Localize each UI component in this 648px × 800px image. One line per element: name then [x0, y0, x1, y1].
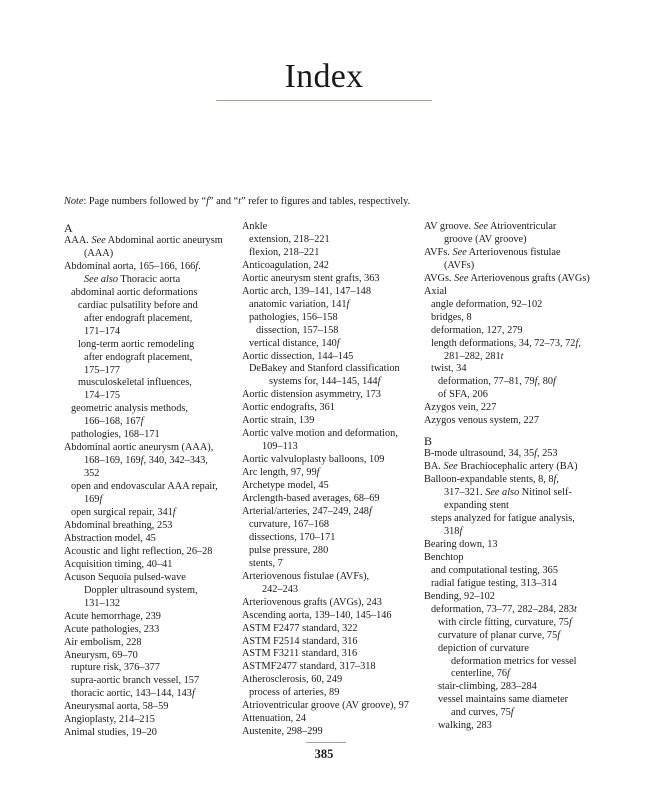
entry-text: supra-aortic branch vessel, 157	[71, 675, 200, 687]
entry-text: Balloon-expandable stents, 8, 8	[424, 474, 554, 486]
entry-text: f	[140, 455, 144, 467]
entry-text: f	[557, 629, 561, 641]
entry-text: curvature of planar curve, 75	[438, 629, 558, 641]
index-subentry	[242, 687, 414, 700]
entry-text: Azygos venous system, 227	[424, 415, 539, 427]
entry-text: stair-climbing, 283–284	[438, 681, 537, 693]
index-subentry	[424, 312, 594, 325]
index-subentry	[424, 299, 594, 312]
index-entry	[424, 286, 594, 299]
index-subentry	[242, 312, 414, 325]
entry-text: Aortic valvuloplasty balloons, 109	[242, 454, 385, 466]
entry-text: and curves, 75	[451, 707, 511, 719]
index-subentry	[242, 325, 414, 338]
index-subentry	[242, 338, 414, 351]
entry-text: ASTM F2514 standard, 316	[242, 635, 358, 647]
index-entry	[242, 713, 414, 726]
entry-text: deformation metrics for vessel	[451, 655, 577, 667]
entry-text: open surgical repair, 341	[71, 507, 173, 519]
entry-text: See	[454, 272, 469, 284]
entry-text: f	[568, 616, 572, 628]
index-subentry	[64, 507, 234, 520]
entry-text: angle deformation, 92–102	[431, 298, 543, 310]
index-entry	[424, 591, 594, 604]
entry-text: See	[473, 221, 488, 232]
index-subentry	[424, 694, 594, 707]
index-entry	[242, 623, 414, 636]
entry-text: 109–113	[262, 441, 298, 453]
entry-text: rupture risk, 376–377	[71, 662, 160, 674]
entry-text: f	[377, 376, 381, 388]
entry-text: AV groove.	[424, 221, 474, 232]
entry-text: See	[452, 246, 467, 258]
index-subentry	[242, 234, 414, 247]
index-entry	[242, 454, 414, 467]
index-entry	[64, 572, 234, 585]
index-subentry	[64, 352, 234, 365]
index-subentry	[424, 604, 594, 617]
index-column-2	[242, 221, 414, 739]
entry-text: deformation, 127, 279	[431, 324, 523, 336]
index-entry	[64, 624, 234, 637]
index-subentry	[424, 630, 594, 643]
entry-text: f	[575, 337, 579, 349]
entry-text: f	[99, 494, 103, 506]
entry-text: depiction of curvature	[438, 642, 529, 654]
index-subentry	[424, 565, 594, 578]
entry-text: Aortic strain, 139	[242, 415, 315, 427]
entry-text: f	[140, 416, 144, 428]
index-subentry	[424, 513, 594, 526]
entry-text: thoracic aortic, 143–144, 143	[71, 688, 192, 700]
entry-text: 171–174	[84, 325, 121, 337]
entry-text: f	[459, 525, 463, 537]
entry-text: f	[368, 505, 372, 517]
entry-text: dissections, 170–171	[249, 531, 336, 543]
entry-text: 166–168, 167	[84, 416, 141, 428]
index-entry	[64, 650, 234, 663]
entry-text: of SFA, 206	[438, 389, 488, 401]
index-entry	[424, 247, 594, 260]
entry-text: twist, 34	[431, 363, 467, 375]
index-subentry	[424, 681, 594, 694]
entry-text: Abdominal aortic aneurysm	[105, 235, 223, 246]
index-subentry	[424, 351, 594, 364]
index-subentry	[64, 274, 234, 287]
index-subentry	[64, 598, 234, 611]
index-entry	[64, 520, 234, 533]
entry-text: Arteriovenous fistulae (AVFs),	[242, 570, 370, 582]
index-entry	[64, 714, 234, 727]
entry-text: Thoracic aorta	[118, 273, 181, 285]
entry-text: 168–169, 169	[84, 455, 141, 467]
entry-text: curvature, 167–168	[249, 518, 330, 530]
title-divider	[216, 100, 432, 101]
entry-text: Doppler ultrasound system,	[84, 584, 198, 596]
index-subentry	[242, 441, 414, 454]
entry-text: 131–132	[84, 597, 121, 609]
index-subentry	[424, 526, 594, 539]
index-entry	[242, 636, 414, 649]
entry-text: Aortic aneurysm stent grafts, 363	[242, 272, 380, 284]
entry-text: , 80	[537, 376, 553, 388]
entry-text: See also	[485, 487, 520, 499]
entry-text: : Page numbers followed by “	[83, 196, 207, 207]
entry-text: systems for, 144–145, 144	[269, 376, 378, 388]
entry-text: Aortic arch, 139–141, 147–148	[242, 285, 371, 297]
entry-text: Bearing down, 13	[424, 538, 498, 550]
index-entry	[242, 389, 414, 402]
entry-text: Note	[64, 196, 84, 207]
entry-text: ASTMF2477 standard, 317–318	[242, 661, 376, 673]
index-entry	[64, 637, 234, 650]
entry-text: after endograft placement,	[84, 312, 193, 324]
index-subentry	[64, 365, 234, 378]
entry-text: Arterial/arteries, 247–249, 248	[242, 505, 369, 517]
index-entry	[424, 273, 594, 286]
index-entry	[242, 700, 414, 713]
index-subentry	[242, 376, 414, 389]
index-entry	[242, 597, 414, 610]
entry-text: vertical distance, 140	[249, 337, 337, 349]
index-subentry	[64, 429, 234, 442]
index-entry	[64, 533, 234, 546]
index-entry	[242, 428, 414, 441]
index-entry	[242, 467, 414, 480]
index-subentry	[424, 668, 594, 681]
entry-text: t	[238, 196, 242, 207]
index-entry	[424, 448, 594, 461]
entry-text: 175–177	[84, 364, 121, 376]
index-subentry	[424, 389, 594, 402]
index-subentry	[242, 519, 414, 532]
index-subentry	[424, 234, 594, 247]
index-subentry	[64, 455, 234, 468]
entry-text: ” and “	[209, 196, 239, 207]
index-subentry	[424, 720, 594, 733]
entry-text: expanding stent	[444, 500, 509, 512]
entry-text: 352	[84, 468, 100, 480]
entry-text: Archetype model, 45	[242, 480, 329, 492]
index-subentry	[64, 403, 234, 416]
index-subentry	[64, 662, 234, 675]
entry-text: Austenite, 298–299	[242, 726, 323, 738]
index-subentry	[242, 558, 414, 571]
page-number: 385	[314, 747, 334, 761]
entry-text: ,	[556, 474, 559, 486]
entry-text: long-term aortic remodeling	[78, 338, 195, 350]
index-subentry	[424, 578, 594, 591]
entry-text: 318	[444, 525, 460, 537]
entry-text: bridges, 8	[431, 311, 472, 323]
index-subentry	[64, 416, 234, 429]
index-entry	[64, 546, 234, 559]
entry-text: f	[172, 507, 176, 519]
index-subentry	[242, 363, 414, 376]
entry-text: ASTM F2477 standard, 322	[242, 622, 358, 634]
index-entry	[242, 221, 414, 234]
entry-text: ,	[578, 337, 581, 349]
entry-text: Abdominal aorta, 165–166, 166	[64, 260, 196, 272]
entry-text: f	[507, 668, 510, 680]
entry-text: Aortic dissection, 144–145	[242, 350, 354, 362]
entry-text: Atrioventricular	[487, 221, 557, 232]
entry-text: cardiac pulsatility before and	[78, 299, 198, 311]
index-entry	[64, 559, 234, 572]
index-entry	[64, 235, 234, 248]
index-subentry	[64, 326, 234, 339]
index-entry	[64, 701, 234, 714]
entry-text: Ankle	[242, 221, 268, 232]
index-entry	[424, 461, 594, 474]
entry-text: process of arteries, 89	[249, 687, 340, 699]
entry-text: after endograft placement,	[84, 351, 193, 363]
index-entry	[242, 610, 414, 623]
index-subentry	[424, 707, 594, 720]
index-subentry	[64, 390, 234, 403]
entry-text: f	[206, 196, 210, 207]
entry-text: Abdominal breathing, 253	[64, 519, 173, 531]
entry-text: Acute hemorrhage, 239	[64, 610, 161, 622]
entry-text: (AVFs)	[444, 259, 475, 271]
entry-text: Acuson Sequoia pulsed-wave	[64, 571, 186, 583]
entry-text: centerline, 76	[451, 668, 508, 680]
entry-text: Arc length, 97, 99	[242, 467, 317, 479]
index-entry	[242, 351, 414, 364]
index-entry	[242, 415, 414, 428]
entry-text: See	[443, 461, 458, 473]
entry-text: Air embolism, 228	[64, 636, 142, 648]
entry-text: Arteriovenous grafts (AVGs), 243	[242, 596, 382, 608]
entry-text: Aortic distension asymmetry, 173	[242, 389, 381, 401]
entry-text: geometric analysis methods,	[71, 403, 188, 415]
index-subentry	[424, 338, 594, 351]
index-entry	[424, 221, 594, 234]
entry-text: BA.	[424, 461, 444, 473]
index-entry	[424, 552, 594, 565]
entry-text: Benchtop	[424, 551, 464, 563]
entry-text: pathologies, 168–171	[71, 429, 160, 441]
entry-text: f	[336, 337, 340, 349]
entry-text: Aneurysm, 69–70	[64, 649, 138, 661]
index-subentry	[64, 339, 234, 352]
entry-text: deformation, 77–81, 79	[438, 376, 535, 388]
entry-text: with circle fitting, curvature, 75	[438, 616, 569, 628]
entry-text: dissection, 157–158	[256, 324, 339, 336]
index-entry	[424, 474, 594, 487]
index-subentry	[424, 617, 594, 630]
entry-text: 242–243	[262, 583, 299, 595]
entry-text: radial fatigue testing, 313–314	[431, 577, 557, 589]
index-subentry	[64, 377, 234, 390]
index-entry	[242, 260, 414, 273]
entry-text: t	[574, 603, 577, 615]
index-subentry	[424, 643, 594, 656]
entry-text: musculoskeletal influences,	[78, 377, 192, 389]
entry-text: extension, 218–221	[249, 233, 330, 245]
index-subentry	[64, 481, 234, 494]
index-subentry	[242, 545, 414, 558]
entry-text: f	[510, 707, 514, 719]
entry-text: AAA.	[64, 235, 92, 246]
entry-text: anatomic variation, 141	[249, 298, 347, 310]
entry-text: .	[198, 260, 201, 272]
entry-text: f	[534, 448, 537, 460]
entry-text: walking, 283	[438, 720, 492, 732]
entry-text: abdominal aortic deformations	[71, 286, 198, 298]
entry-text: Arteriovenous fistulae	[466, 246, 561, 258]
entry-text: AVFs.	[424, 246, 453, 258]
entry-text: (AAA)	[84, 247, 114, 259]
entry-text: Abdominal aortic aneurysm (AAA),	[64, 442, 214, 454]
entry-text: Aneurysmal aorta, 58–59	[64, 701, 169, 713]
entry-text: t	[500, 350, 504, 362]
entry-text: 281–282, 281	[444, 350, 501, 362]
entry-text: length deformations, 34, 72–73, 72	[431, 337, 576, 349]
entry-text: B-mode ultrasound, 34, 35	[424, 448, 535, 460]
index-subentry	[64, 688, 234, 701]
index-subentry	[64, 468, 234, 481]
index-subentry	[424, 325, 594, 338]
entry-text: Atherosclerosis, 60, 249	[242, 674, 343, 686]
entry-text: Axial	[424, 285, 447, 297]
entry-text: pulse pressure, 280	[249, 544, 329, 556]
entry-text: See	[91, 235, 106, 246]
entry-text: vessel maintains same diameter	[438, 694, 569, 706]
entry-text: AVGs.	[424, 272, 455, 284]
entry-text: flexion, 218–221	[249, 246, 320, 258]
entry-text: Arteriovenous grafts (AVGs)	[468, 272, 590, 284]
index-subentry	[242, 532, 414, 545]
entry-text: Ascending aorta, 139–140, 145–146	[242, 609, 392, 621]
index-entry	[242, 480, 414, 493]
index-entry	[64, 727, 234, 740]
entry-text: f	[534, 376, 538, 388]
entry-text: open and endovascular AAA repair,	[71, 481, 218, 493]
entry-text: ” refer to figures and tables, respectively.	[241, 196, 411, 207]
index-entry	[424, 415, 594, 428]
index-subentry	[424, 500, 594, 513]
entry-text: f	[553, 376, 556, 388]
letter-heading: A	[64, 221, 73, 235]
index-subentry	[424, 376, 594, 389]
footer-divider	[306, 742, 346, 743]
index-subentry	[242, 299, 414, 312]
entry-text: Nitinol self-	[519, 487, 572, 499]
entry-text: f	[316, 467, 320, 479]
index-subentry	[64, 248, 234, 261]
entry-text: , 253	[536, 448, 558, 460]
index-subentry	[424, 363, 594, 376]
entry-text: Atrioventricular groove (AV groove), 97	[242, 700, 409, 712]
entry-text: ASTM F3211 standard, 316	[242, 648, 358, 660]
entry-text: 174–175	[84, 390, 121, 402]
index-subentry	[424, 656, 594, 669]
index-entry	[242, 506, 414, 519]
entry-text: , 340, 342–343,	[143, 455, 208, 467]
index-entry	[242, 273, 414, 286]
index-column-3	[424, 221, 594, 733]
entry-text: f	[195, 260, 199, 272]
entry-text: Aortic endografts, 361	[242, 402, 335, 414]
entry-text: Anticoagulation, 242	[242, 259, 329, 271]
entry-text: groove (AV groove)	[444, 233, 527, 245]
index-subentry	[64, 585, 234, 598]
entry-text: Azygos vein, 227	[424, 402, 497, 414]
letter-heading: B	[424, 434, 433, 449]
entry-text: 317–321.	[444, 487, 486, 499]
index-entry	[242, 661, 414, 674]
entry-text: Angioplasty, 214–215	[64, 714, 155, 726]
entry-text: Brachiocephalic artery (BA)	[457, 461, 578, 473]
entry-text: Acute pathologies, 233	[64, 623, 160, 635]
entry-text: Attenuation, 24	[242, 713, 307, 725]
index-entry	[242, 648, 414, 661]
entry-text: Arclength-based averages, 68–69	[242, 493, 380, 505]
index-entry	[64, 442, 234, 455]
entry-text: and computational testing, 365	[431, 564, 558, 576]
entry-text: f	[553, 474, 557, 486]
entry-text: 169	[84, 494, 100, 506]
index-subentry	[242, 247, 414, 260]
index-entry	[242, 674, 414, 687]
entry-text: See also	[84, 273, 119, 285]
index-note	[64, 196, 410, 207]
index-subentry	[64, 287, 234, 300]
index-entry	[64, 261, 234, 274]
entry-text: Animal studies, 19–20	[64, 727, 157, 739]
index-column-1	[64, 221, 234, 740]
entry-text: f	[346, 298, 350, 310]
index-subentry	[242, 584, 414, 597]
entry-text: pathologies, 156–158	[249, 311, 338, 323]
index-entry	[242, 493, 414, 506]
entry-text: Bending, 92–102	[424, 590, 495, 602]
index-entry	[242, 402, 414, 415]
entry-text: steps analyzed for fatigue analysis,	[431, 513, 575, 525]
index-entry	[242, 286, 414, 299]
entry-text: stents, 7	[249, 557, 283, 569]
page-title: Index	[284, 58, 364, 95]
index-entry	[424, 402, 594, 415]
index-subentry	[64, 313, 234, 326]
index-entry	[424, 539, 594, 552]
entry-text: Acquisition timing, 40–41	[64, 558, 173, 570]
entry-text: Acoustic and light reflection, 26–28	[64, 545, 213, 557]
index-entry	[242, 571, 414, 584]
index-entry	[242, 726, 414, 739]
index-subentry	[64, 675, 234, 688]
entry-text: DeBakey and Stanford classification	[249, 363, 400, 375]
index-entry	[64, 611, 234, 624]
index-subentry	[424, 260, 594, 273]
index-subentry	[64, 300, 234, 313]
index-subentry	[64, 494, 234, 507]
entry-text: Aortic valve motion and deformation,	[242, 428, 398, 440]
entry-text: Abstraction model, 45	[64, 532, 156, 544]
entry-text: f	[191, 688, 195, 700]
index-subentry	[424, 487, 594, 500]
entry-text: deformation, 73–77, 282–284, 283	[431, 603, 574, 615]
